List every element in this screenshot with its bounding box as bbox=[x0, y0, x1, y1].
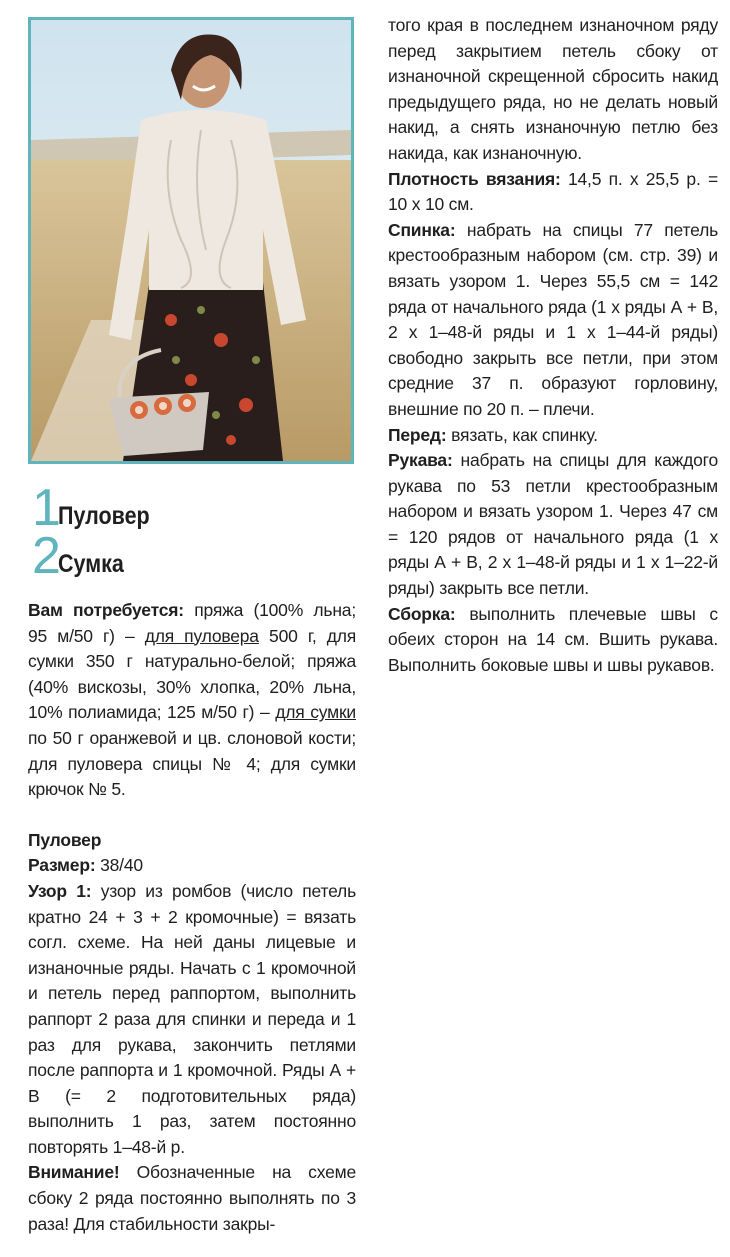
text: 500 г, для сумки 350 г натурально-белой; пряжа (40% вискозы, 30% хлопка, 20% льна, 10% полиамида; 125 м/50 г) – bbox=[28, 625, 356, 723]
front-paragraph bbox=[388, 423, 718, 449]
attention-label: Внимание! bbox=[28, 1162, 120, 1183]
density-label: Плотность вязания: bbox=[388, 168, 561, 189]
title-1 bbox=[32, 479, 165, 537]
materials-paragraph bbox=[28, 598, 356, 803]
pattern-paragraph bbox=[28, 879, 356, 1161]
pattern-label: Узор 1: bbox=[28, 880, 92, 901]
title-2 bbox=[32, 527, 135, 585]
density-text: 14,5 п. х 25,5 р. = 10 х 10 см. bbox=[388, 168, 718, 215]
sleeves-label: Рукава: bbox=[388, 450, 453, 471]
size-paragraph bbox=[28, 853, 356, 879]
model-photo bbox=[28, 17, 354, 464]
front-label: Перед: bbox=[388, 424, 447, 445]
text: для пуловера bbox=[144, 625, 259, 646]
size-value: 38/40 bbox=[95, 855, 143, 876]
assembly-label: Сборка: bbox=[388, 603, 456, 624]
back-paragraph bbox=[388, 218, 718, 423]
attention-text: Обозначенные на схеме сбоку 2 ряда постоянно выполнять по 3 раза! Для стабильности закры- bbox=[28, 1162, 356, 1234]
section-heading: Пуловер bbox=[28, 829, 102, 850]
density-paragraph bbox=[388, 167, 718, 218]
right-column bbox=[388, 13, 718, 678]
title-number: 1 bbox=[32, 479, 61, 537]
text: того края в последнем изнаночном ряду перед закрытием петель сбоку от изнаночной скрещенной сбросить накид предыдущего ряда, но не делать новый накид, а снять изнаночную петлю без накида, как изнаночную. bbox=[388, 15, 718, 163]
back-label: Спинка: bbox=[388, 219, 456, 240]
title-text: Пуловер bbox=[58, 502, 150, 530]
pattern-text: узор из ромбов (число петель кратно 24 + 3 + 2 кромочные) = вязать согл. схеме. На ней даны лицевые и изнаночные ряды. Начать с 1 кромочной и петель перед раппортом, выполнить раппорт 2 раза для спинки и переда и 1 раз для рукава, закончить петлями после раппорта и 1 кромочной. Ряды А + В (= 2 подготовительных ряда) выполнить 1 раз, затем постоянно повторять 1–48-й р. bbox=[28, 880, 356, 1157]
materials-label: Вам потребуется: bbox=[28, 600, 184, 620]
text: по 50 г оранжевой и цв. слоновой кости; для пуловера спицы № 4; для сумки крючок № 5. bbox=[28, 727, 356, 800]
title-number: 2 bbox=[32, 527, 61, 585]
assembly-text: выполнить плечевые швы с обеих сторон на 14 см. Вшить рукава. Выполнить боковые швы и швы рукавов. bbox=[388, 603, 718, 675]
front-text: вязать, как спинку. bbox=[446, 424, 598, 445]
section-title bbox=[28, 828, 356, 854]
sleeves-text: набрать на спицы для каждого рукава по 53 петли крестообразным набором и вязать узором 1. Через 47 см = 120 рядов от начального ряда (1 х ряды А + В, 2 х 1–48-й ряды и 1 х 1–22-й ряды) закрыть все петли. bbox=[388, 450, 718, 599]
assembly-paragraph bbox=[388, 602, 718, 679]
title-text: Сумка bbox=[58, 550, 124, 578]
attention-paragraph bbox=[28, 1160, 356, 1237]
text: для сумки bbox=[275, 702, 356, 723]
sleeves-paragraph bbox=[388, 448, 718, 602]
size-label: Размер: bbox=[28, 855, 96, 876]
back-text: набрать на спицы 77 петель крестообразным набором (см. стр. 39) и вязать узором 1. Через 55,5 см = 142 ряда от начального ряда (1 х ряды А + В, 2 х 1–48-й ряды и 1 х 1–44-й ряды) свободно закрыть все петли, при этом средние 37 п. образуют горловину, внешние по 20 п. – плечи. bbox=[388, 219, 718, 419]
text: пряжа (100% льна; 95 м/50 г) – bbox=[28, 600, 356, 646]
left-column bbox=[28, 598, 356, 1237]
model-photo-illustration bbox=[31, 20, 351, 461]
continuation-paragraph bbox=[388, 13, 718, 167]
